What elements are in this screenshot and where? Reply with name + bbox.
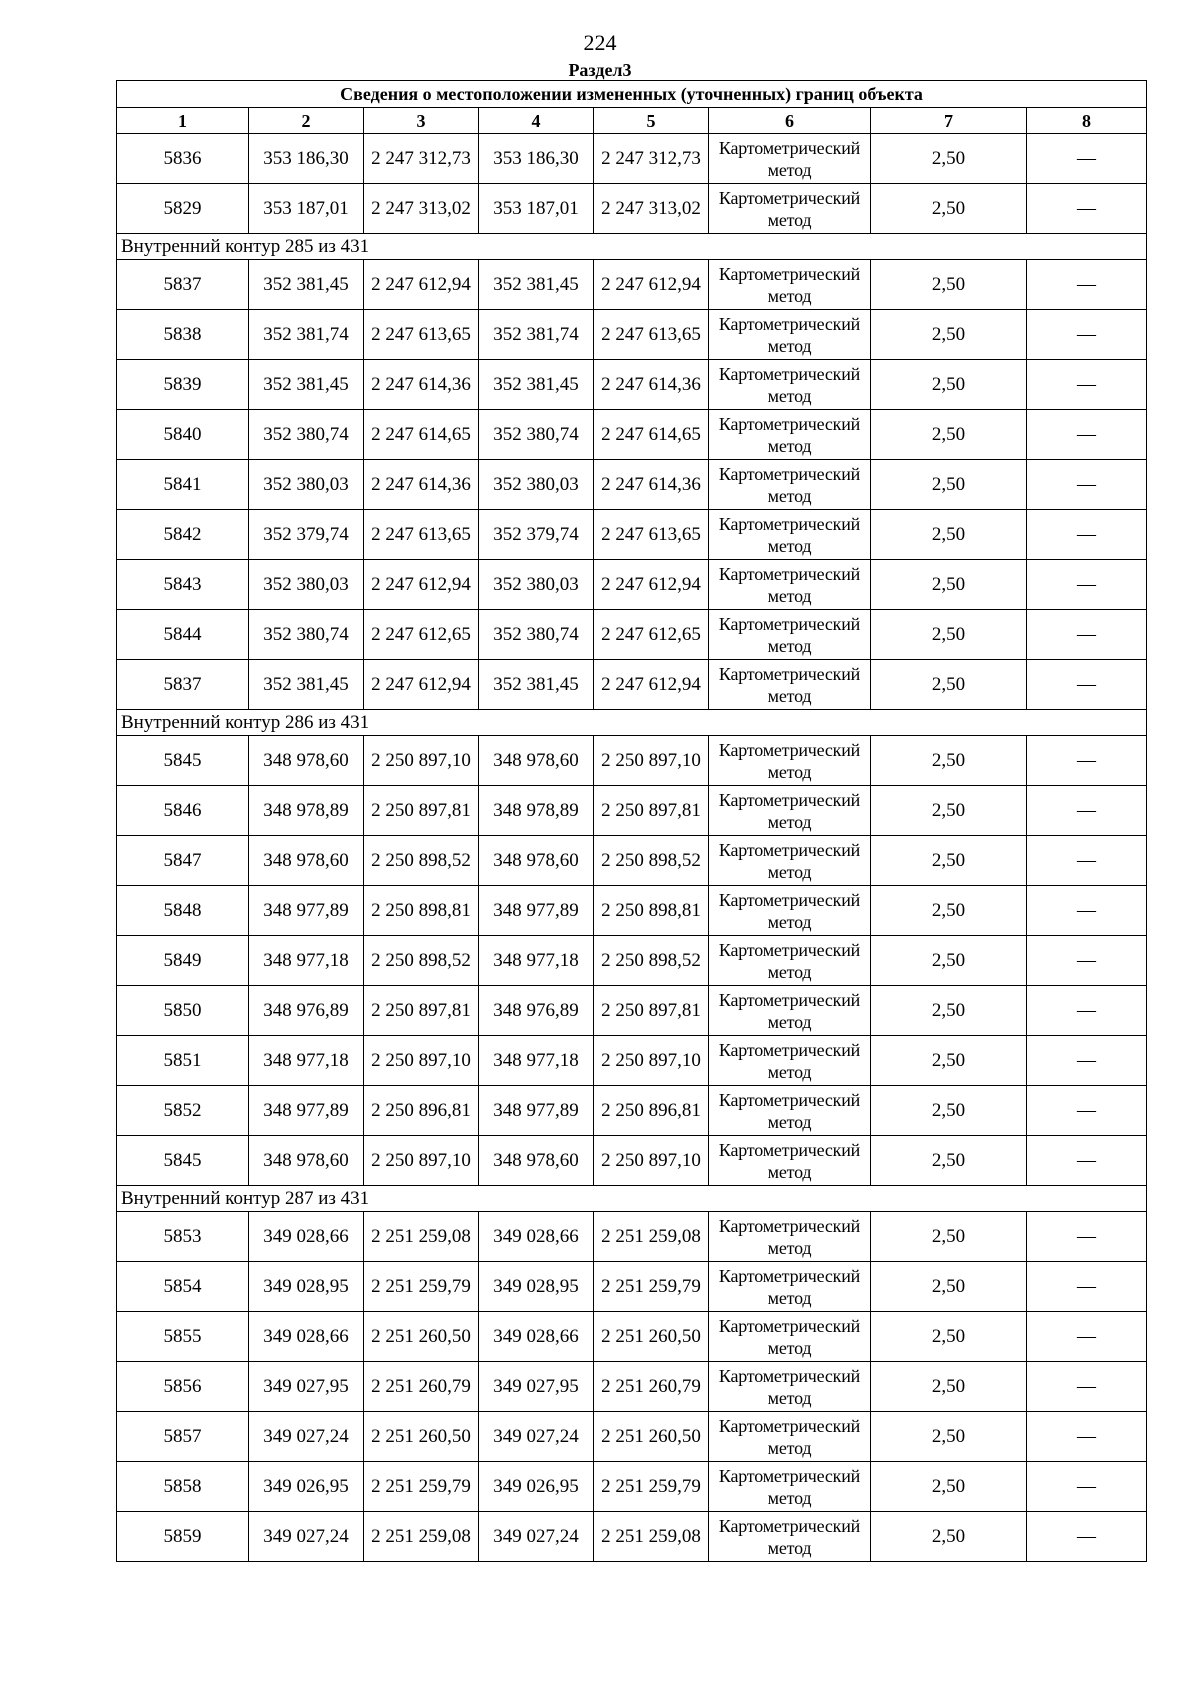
method-cell: Картометрический метод: [709, 410, 871, 460]
accuracy-cell: 2,50: [871, 1412, 1027, 1462]
y-coordinate-cell: 2 247 614,65: [364, 410, 479, 460]
point-number-cell: 5839: [117, 360, 249, 410]
point-number-cell: 5841: [117, 460, 249, 510]
method-cell: Картометрический метод: [709, 260, 871, 310]
y-coordinate-cell: 2 250 897,10: [364, 1136, 479, 1186]
method-cell: Картометрический метод: [709, 610, 871, 660]
table-row: [117, 410, 1147, 460]
y-coordinate-cell: 2 250 898,81: [364, 886, 479, 936]
description-cell: —: [1027, 1362, 1147, 1412]
y-coordinate-cell: 2 251 259,79: [364, 1462, 479, 1512]
description-cell: —: [1027, 1512, 1147, 1562]
accuracy-cell: 2,50: [871, 1512, 1027, 1562]
x-coordinate-cell: 348 977,89: [479, 886, 594, 936]
accuracy-cell: 2,50: [871, 1136, 1027, 1186]
accuracy-cell: 2,50: [871, 610, 1027, 660]
x-coordinate-cell: 349 026,95: [249, 1462, 364, 1512]
point-number-cell: 5836: [117, 134, 249, 184]
method-cell: Картометрический метод: [709, 510, 871, 560]
y-coordinate-cell: 2 250 897,81: [364, 786, 479, 836]
x-coordinate-cell: 352 381,45: [249, 360, 364, 410]
table-row: [117, 1212, 1147, 1262]
y-coordinate-cell: 2 250 897,81: [594, 786, 709, 836]
point-number-cell: 5843: [117, 560, 249, 610]
description-cell: —: [1027, 1036, 1147, 1086]
y-coordinate-cell: 2 251 259,79: [594, 1462, 709, 1512]
y-coordinate-cell: 2 250 898,52: [364, 936, 479, 986]
table-row: [117, 1312, 1147, 1362]
y-coordinate-cell: 2 247 612,94: [364, 260, 479, 310]
accuracy-cell: 2,50: [871, 1462, 1027, 1512]
x-coordinate-cell: 352 380,74: [479, 610, 594, 660]
table-row: [117, 260, 1147, 310]
description-cell: —: [1027, 610, 1147, 660]
x-coordinate-cell: 352 381,45: [479, 260, 594, 310]
x-coordinate-cell: 348 977,18: [249, 1036, 364, 1086]
y-coordinate-cell: 2 250 896,81: [594, 1086, 709, 1136]
y-coordinate-cell: 2 250 898,52: [594, 836, 709, 886]
accuracy-cell: 2,50: [871, 260, 1027, 310]
point-number-cell: 5840: [117, 410, 249, 460]
accuracy-cell: 2,50: [871, 510, 1027, 560]
y-coordinate-cell: 2 251 260,50: [364, 1312, 479, 1362]
point-number-cell: 5854: [117, 1262, 249, 1312]
point-number-cell: 5837: [117, 260, 249, 310]
x-coordinate-cell: 348 977,18: [249, 936, 364, 986]
y-coordinate-cell: 2 251 260,79: [594, 1362, 709, 1412]
accuracy-cell: 2,50: [871, 410, 1027, 460]
y-coordinate-cell: 2 247 612,65: [594, 610, 709, 660]
x-coordinate-cell: 348 976,89: [249, 986, 364, 1036]
method-cell: Картометрический метод: [709, 360, 871, 410]
y-coordinate-cell: 2 251 259,08: [594, 1212, 709, 1262]
y-coordinate-cell: 2 251 259,79: [594, 1262, 709, 1312]
y-coordinate-cell: 2 250 897,10: [594, 736, 709, 786]
x-coordinate-cell: 352 380,03: [479, 560, 594, 610]
method-cell: Картометрический метод: [709, 310, 871, 360]
description-cell: —: [1027, 1312, 1147, 1362]
contour-row: [117, 1186, 1147, 1212]
accuracy-cell: 2,50: [871, 1362, 1027, 1412]
x-coordinate-cell: 348 977,89: [249, 1086, 364, 1136]
method-cell: Картометрический метод: [709, 936, 871, 986]
table-row: [117, 936, 1147, 986]
table-row: [117, 184, 1147, 234]
description-cell: —: [1027, 260, 1147, 310]
x-coordinate-cell: 348 976,89: [479, 986, 594, 1036]
y-coordinate-cell: 2 247 614,36: [594, 360, 709, 410]
y-coordinate-cell: 2 247 614,36: [594, 460, 709, 510]
method-cell: Картометрический метод: [709, 460, 871, 510]
y-coordinate-cell: 2 247 312,73: [594, 134, 709, 184]
y-coordinate-cell: 2 247 612,94: [594, 660, 709, 710]
y-coordinate-cell: 2 250 897,81: [364, 986, 479, 1036]
method-cell: Картометрический метод: [709, 134, 871, 184]
x-coordinate-cell: 348 978,60: [249, 736, 364, 786]
y-coordinate-cell: 2 247 613,65: [594, 310, 709, 360]
accuracy-cell: 2,50: [871, 886, 1027, 936]
x-coordinate-cell: 348 978,60: [479, 836, 594, 886]
description-cell: —: [1027, 936, 1147, 986]
y-coordinate-cell: 2 247 614,36: [364, 360, 479, 410]
column-header: 4: [479, 108, 594, 134]
description-cell: —: [1027, 560, 1147, 610]
point-number-cell: 5852: [117, 1086, 249, 1136]
x-coordinate-cell: 349 028,66: [249, 1312, 364, 1362]
accuracy-cell: 2,50: [871, 1262, 1027, 1312]
x-coordinate-cell: 349 027,24: [249, 1412, 364, 1462]
y-coordinate-cell: 2 251 259,08: [364, 1512, 479, 1562]
table-row: [117, 1512, 1147, 1562]
y-coordinate-cell: 2 247 612,94: [594, 560, 709, 610]
table-row: [117, 1412, 1147, 1462]
x-coordinate-cell: 352 380,74: [249, 610, 364, 660]
description-cell: —: [1027, 1212, 1147, 1262]
table-row: [117, 836, 1147, 886]
table-row: [117, 660, 1147, 710]
column-header: 7: [871, 108, 1027, 134]
description-cell: —: [1027, 1412, 1147, 1462]
accuracy-cell: 2,50: [871, 560, 1027, 610]
contour-label: Внутренний контур 285 из 431: [117, 234, 1147, 260]
boundary-coordinates-table: [116, 80, 1147, 1562]
method-cell: Картометрический метод: [709, 1412, 871, 1462]
method-cell: Картометрический метод: [709, 1512, 871, 1562]
x-coordinate-cell: 352 379,74: [249, 510, 364, 560]
accuracy-cell: 2,50: [871, 1086, 1027, 1136]
description-cell: —: [1027, 1086, 1147, 1136]
x-coordinate-cell: 349 028,66: [479, 1312, 594, 1362]
table-row: [117, 134, 1147, 184]
table-row: [117, 360, 1147, 410]
point-number-cell: 5851: [117, 1036, 249, 1086]
x-coordinate-cell: 353 187,01: [479, 184, 594, 234]
table-row: [117, 1086, 1147, 1136]
point-number-cell: 5845: [117, 736, 249, 786]
y-coordinate-cell: 2 250 896,81: [364, 1086, 479, 1136]
x-coordinate-cell: 353 187,01: [249, 184, 364, 234]
point-number-cell: 5838: [117, 310, 249, 360]
table-caption-row: [117, 81, 1147, 108]
point-number-cell: 5844: [117, 610, 249, 660]
table-row: [117, 986, 1147, 1036]
method-cell: Картометрический метод: [709, 560, 871, 610]
x-coordinate-cell: 352 381,45: [479, 360, 594, 410]
description-cell: —: [1027, 310, 1147, 360]
method-cell: Картометрический метод: [709, 184, 871, 234]
table-row: [117, 610, 1147, 660]
x-coordinate-cell: 349 027,95: [479, 1362, 594, 1412]
x-coordinate-cell: 352 380,74: [479, 410, 594, 460]
accuracy-cell: 2,50: [871, 134, 1027, 184]
x-coordinate-cell: 348 978,60: [479, 1136, 594, 1186]
x-coordinate-cell: 352 381,74: [479, 310, 594, 360]
description-cell: —: [1027, 1462, 1147, 1512]
y-coordinate-cell: 2 247 612,94: [594, 260, 709, 310]
y-coordinate-cell: 2 247 613,65: [594, 510, 709, 560]
x-coordinate-cell: 348 977,89: [249, 886, 364, 936]
y-coordinate-cell: 2 250 897,81: [594, 986, 709, 1036]
x-coordinate-cell: 349 027,24: [249, 1512, 364, 1562]
point-number-cell: 5846: [117, 786, 249, 836]
method-cell: Картометрический метод: [709, 1362, 871, 1412]
section-title: Раздел3: [568, 60, 632, 80]
description-cell: —: [1027, 460, 1147, 510]
x-coordinate-cell: 352 381,45: [249, 260, 364, 310]
method-cell: Картометрический метод: [709, 736, 871, 786]
description-cell: —: [1027, 410, 1147, 460]
accuracy-cell: 2,50: [871, 786, 1027, 836]
point-number-cell: 5850: [117, 986, 249, 1036]
table-row: [117, 310, 1147, 360]
description-cell: —: [1027, 1262, 1147, 1312]
x-coordinate-cell: 348 978,60: [479, 736, 594, 786]
method-cell: Картометрический метод: [709, 786, 871, 836]
x-coordinate-cell: 348 978,89: [249, 786, 364, 836]
accuracy-cell: 2,50: [871, 310, 1027, 360]
method-cell: Картометрический метод: [709, 1262, 871, 1312]
x-coordinate-cell: 352 381,45: [249, 660, 364, 710]
y-coordinate-cell: 2 250 897,10: [594, 1136, 709, 1186]
accuracy-cell: 2,50: [871, 660, 1027, 710]
y-coordinate-cell: 2 250 898,81: [594, 886, 709, 936]
description-cell: —: [1027, 786, 1147, 836]
point-number-cell: 5847: [117, 836, 249, 886]
table-header-row: [117, 108, 1147, 134]
x-coordinate-cell: 349 027,24: [479, 1512, 594, 1562]
column-header: 2: [249, 108, 364, 134]
method-cell: Картометрический метод: [709, 1212, 871, 1262]
column-header: 6: [709, 108, 871, 134]
table-row: [117, 1036, 1147, 1086]
x-coordinate-cell: 349 027,24: [479, 1412, 594, 1462]
contour-label: Внутренний контур 286 из 431: [117, 710, 1147, 736]
table-caption: Сведения о местоположении измененных (уточненных) границ объекта: [117, 81, 1147, 108]
column-header: 8: [1027, 108, 1147, 134]
x-coordinate-cell: 353 186,30: [479, 134, 594, 184]
point-number-cell: 5848: [117, 886, 249, 936]
x-coordinate-cell: 353 186,30: [249, 134, 364, 184]
x-coordinate-cell: 349 027,95: [249, 1362, 364, 1412]
method-cell: Картометрический метод: [709, 1086, 871, 1136]
table-body: [117, 81, 1147, 1562]
y-coordinate-cell: 2 247 613,65: [364, 310, 479, 360]
x-coordinate-cell: 352 380,03: [249, 460, 364, 510]
table-row: [117, 736, 1147, 786]
y-coordinate-cell: 2 247 612,94: [364, 660, 479, 710]
y-coordinate-cell: 2 251 259,08: [594, 1512, 709, 1562]
y-coordinate-cell: 2 250 897,10: [364, 1036, 479, 1086]
accuracy-cell: 2,50: [871, 460, 1027, 510]
description-cell: —: [1027, 360, 1147, 410]
description-cell: —: [1027, 134, 1147, 184]
accuracy-cell: 2,50: [871, 184, 1027, 234]
accuracy-cell: 2,50: [871, 836, 1027, 886]
point-number-cell: 5857: [117, 1412, 249, 1462]
method-cell: Картометрический метод: [709, 1312, 871, 1362]
description-cell: —: [1027, 510, 1147, 560]
x-coordinate-cell: 348 977,18: [479, 1036, 594, 1086]
y-coordinate-cell: 2 247 612,94: [364, 560, 479, 610]
accuracy-cell: 2,50: [871, 936, 1027, 986]
x-coordinate-cell: 352 381,45: [479, 660, 594, 710]
point-number-cell: 5859: [117, 1512, 249, 1562]
column-header: 1: [117, 108, 249, 134]
y-coordinate-cell: 2 247 614,65: [594, 410, 709, 460]
method-cell: Картометрический метод: [709, 660, 871, 710]
method-cell: Картометрический метод: [709, 836, 871, 886]
description-cell: —: [1027, 184, 1147, 234]
y-coordinate-cell: 2 247 612,65: [364, 610, 479, 660]
column-header: 5: [594, 108, 709, 134]
point-number-cell: 5856: [117, 1362, 249, 1412]
point-number-cell: 5853: [117, 1212, 249, 1262]
description-cell: —: [1027, 660, 1147, 710]
point-number-cell: 5849: [117, 936, 249, 986]
y-coordinate-cell: 2 251 260,50: [364, 1412, 479, 1462]
y-coordinate-cell: 2 251 259,79: [364, 1262, 479, 1312]
x-coordinate-cell: 348 977,18: [479, 936, 594, 986]
contour-row: [117, 710, 1147, 736]
method-cell: Картометрический метод: [709, 1136, 871, 1186]
x-coordinate-cell: 348 978,60: [249, 1136, 364, 1186]
x-coordinate-cell: 348 978,60: [249, 836, 364, 886]
y-coordinate-cell: 2 250 897,10: [364, 736, 479, 786]
table-row: [117, 1262, 1147, 1312]
accuracy-cell: 2,50: [871, 736, 1027, 786]
table-row: [117, 1362, 1147, 1412]
contour-row: [117, 234, 1147, 260]
y-coordinate-cell: 2 251 260,50: [594, 1312, 709, 1362]
description-cell: —: [1027, 1136, 1147, 1186]
y-coordinate-cell: 2 247 613,65: [364, 510, 479, 560]
page-number: 224: [583, 30, 617, 55]
x-coordinate-cell: 352 380,74: [249, 410, 364, 460]
table-row: [117, 510, 1147, 560]
accuracy-cell: 2,50: [871, 1036, 1027, 1086]
method-cell: Картометрический метод: [709, 986, 871, 1036]
table-row: [117, 1462, 1147, 1512]
point-number-cell: 5829: [117, 184, 249, 234]
y-coordinate-cell: 2 250 898,52: [364, 836, 479, 886]
table-row: [117, 786, 1147, 836]
y-coordinate-cell: 2 247 614,36: [364, 460, 479, 510]
description-cell: —: [1027, 736, 1147, 786]
x-coordinate-cell: 349 028,66: [479, 1212, 594, 1262]
x-coordinate-cell: 349 026,95: [479, 1462, 594, 1512]
accuracy-cell: 2,50: [871, 360, 1027, 410]
x-coordinate-cell: 349 028,95: [249, 1262, 364, 1312]
y-coordinate-cell: 2 250 897,10: [594, 1036, 709, 1086]
x-coordinate-cell: 349 028,66: [249, 1212, 364, 1262]
y-coordinate-cell: 2 251 260,50: [594, 1412, 709, 1462]
accuracy-cell: 2,50: [871, 1212, 1027, 1262]
method-cell: Картометрический метод: [709, 886, 871, 936]
column-header: 3: [364, 108, 479, 134]
y-coordinate-cell: 2 250 898,52: [594, 936, 709, 986]
accuracy-cell: 2,50: [871, 1312, 1027, 1362]
y-coordinate-cell: 2 247 313,02: [594, 184, 709, 234]
description-cell: —: [1027, 836, 1147, 886]
x-coordinate-cell: 352 380,03: [249, 560, 364, 610]
y-coordinate-cell: 2 247 312,73: [364, 134, 479, 184]
x-coordinate-cell: 348 978,89: [479, 786, 594, 836]
contour-label: Внутренний контур 287 из 431: [117, 1186, 1147, 1212]
x-coordinate-cell: 352 380,03: [479, 460, 594, 510]
method-cell: Картометрический метод: [709, 1462, 871, 1512]
x-coordinate-cell: 349 028,95: [479, 1262, 594, 1312]
table-row: [117, 560, 1147, 610]
point-number-cell: 5855: [117, 1312, 249, 1362]
table-row: [117, 1136, 1147, 1186]
x-coordinate-cell: 348 977,89: [479, 1086, 594, 1136]
point-number-cell: 5845: [117, 1136, 249, 1186]
description-cell: —: [1027, 886, 1147, 936]
x-coordinate-cell: 352 379,74: [479, 510, 594, 560]
y-coordinate-cell: 2 251 260,79: [364, 1362, 479, 1412]
table-row: [117, 460, 1147, 510]
y-coordinate-cell: 2 247 313,02: [364, 184, 479, 234]
accuracy-cell: 2,50: [871, 986, 1027, 1036]
point-number-cell: 5842: [117, 510, 249, 560]
point-number-cell: 5858: [117, 1462, 249, 1512]
x-coordinate-cell: 352 381,74: [249, 310, 364, 360]
y-coordinate-cell: 2 251 259,08: [364, 1212, 479, 1262]
description-cell: —: [1027, 986, 1147, 1036]
point-number-cell: 5837: [117, 660, 249, 710]
method-cell: Картометрический метод: [709, 1036, 871, 1086]
table-row: [117, 886, 1147, 936]
